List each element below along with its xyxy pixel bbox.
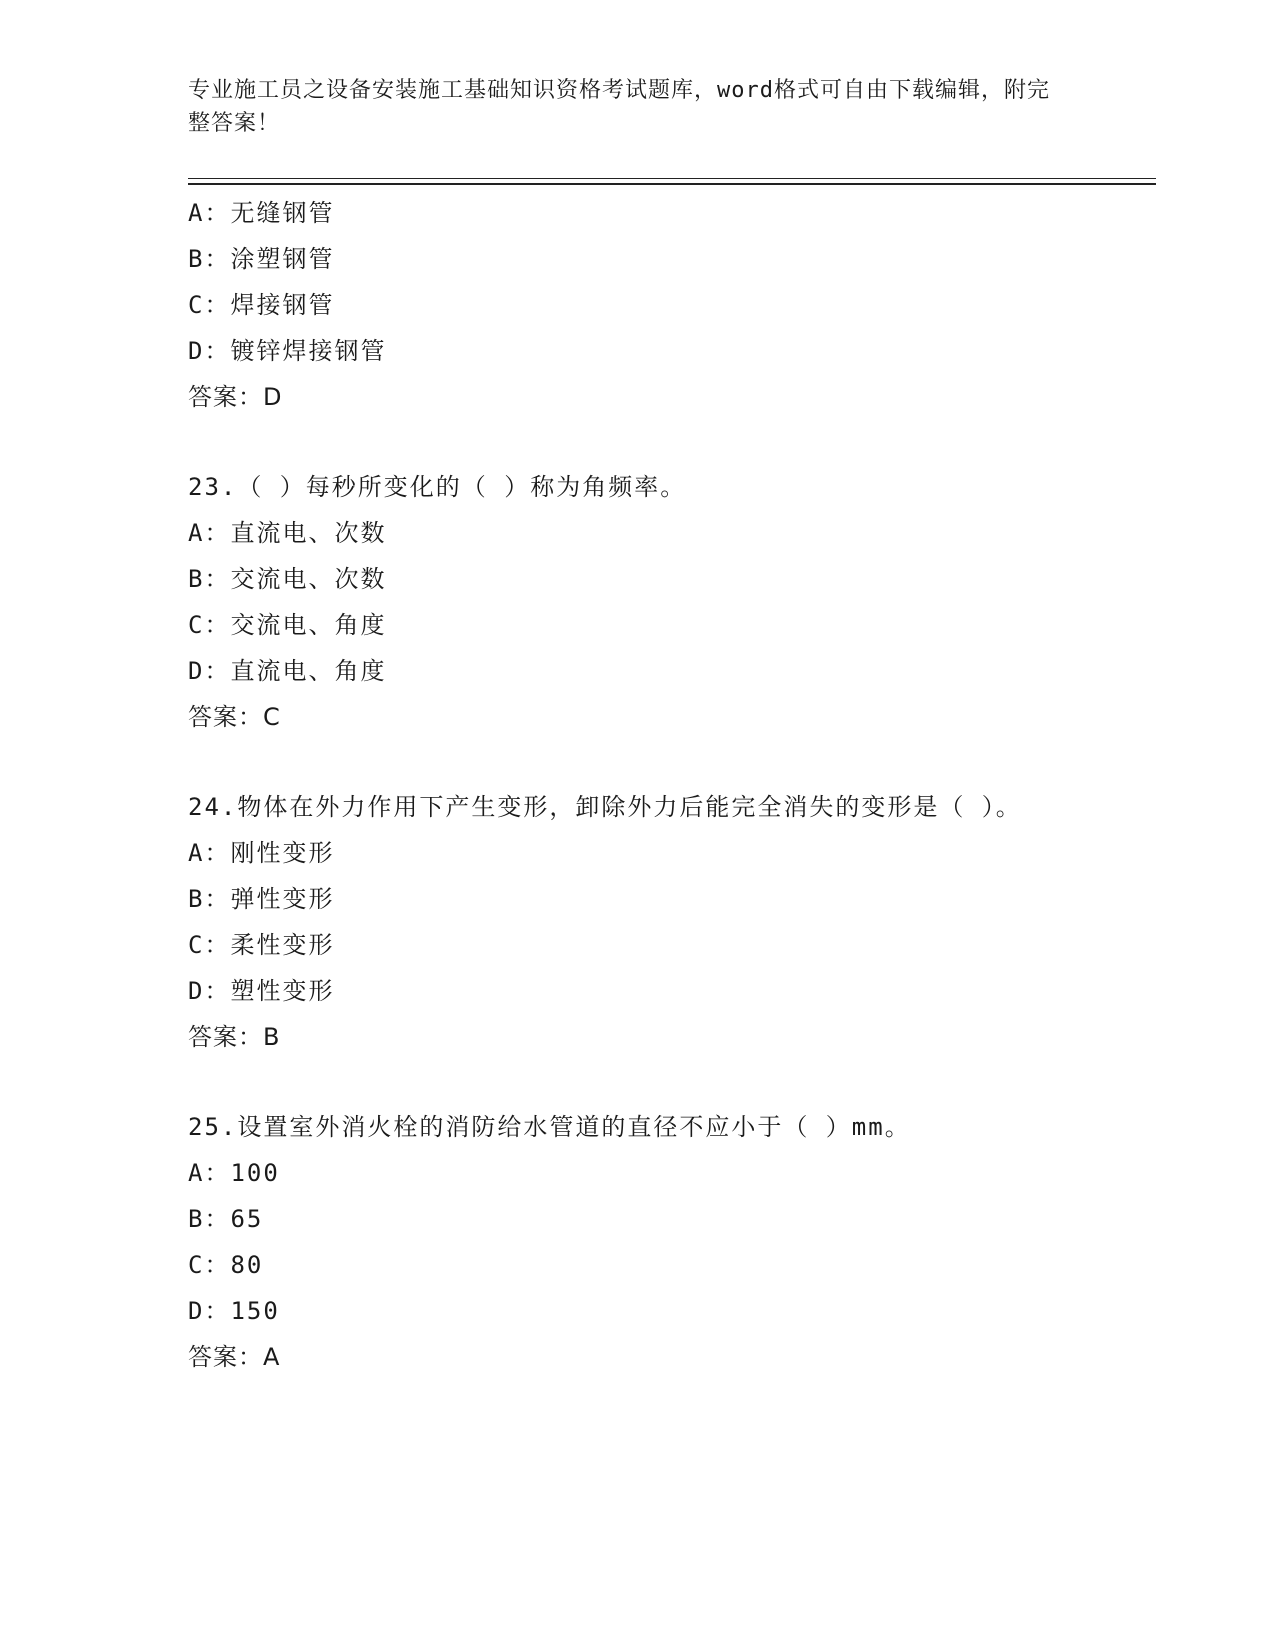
question-list [188, 190, 1068, 1380]
option-d: D：150 [188, 1297, 280, 1325]
spacer [188, 740, 1068, 784]
option-c: C：80 [188, 1251, 264, 1279]
question-block [188, 464, 1068, 740]
option-b: B：交流电、次数 [188, 565, 387, 593]
option-c: C：焊接钢管 [188, 291, 335, 319]
option-a: A：无缝钢管 [188, 199, 335, 227]
question-block [188, 190, 1068, 420]
document-intro: 专业施工员之设备安装施工基础知识资格考试题库，word格式可自由下载编辑，附完整答案！ [188, 78, 1050, 136]
option-a: A：刚性变形 [188, 839, 335, 867]
question-text: 24.物体在外力作用下产生变形，卸除外力后能完全消失的变形是（ ）。 [188, 793, 1022, 821]
answer-line: 答案：D [188, 383, 283, 411]
spacer [188, 420, 1068, 464]
header-divider-thick [188, 183, 1156, 185]
answer-line: 答案：C [188, 703, 281, 731]
option-d: D：直流电、角度 [188, 657, 387, 685]
header-divider-thin [188, 178, 1156, 179]
option-a: A：100 [188, 1159, 280, 1187]
spacer [188, 1060, 1068, 1104]
question-text: 23.（ ）每秒所变化的（ ）称为角频率。 [188, 473, 687, 501]
option-d: D：镀锌焊接钢管 [188, 337, 387, 365]
option-b: B：涂塑钢管 [188, 245, 335, 273]
answer-line: 答案：A [188, 1343, 281, 1371]
option-d: D：塑性变形 [188, 977, 335, 1005]
option-a: A：直流电、次数 [188, 519, 387, 547]
question-block [188, 784, 1068, 1060]
option-b: B：弹性变形 [188, 885, 335, 913]
answer-line: 答案：B [188, 1023, 281, 1051]
question-text: 25.设置室外消火栓的消防给水管道的直径不应小于（ ）mm。 [188, 1113, 911, 1141]
option-b: B：65 [188, 1205, 264, 1233]
question-block [188, 1104, 1068, 1380]
option-c: C：交流电、角度 [188, 611, 387, 639]
option-c: C：柔性变形 [188, 931, 335, 959]
